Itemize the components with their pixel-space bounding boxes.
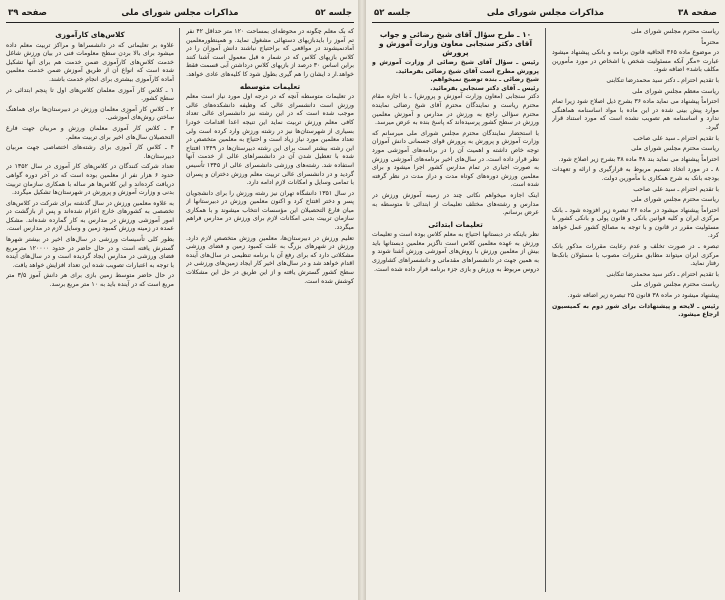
paragraph: ۲ ـ کلاس کار آموزی معلمان ورزش در دبیرستان‌ها برای هماهنگ ساختن روش‌های آموزشی. xyxy=(6,105,174,122)
item-title: ۱۰ ـ طرح سؤال آقای شیخ رضائی و جواب آقای دکتر سنجابی معاون وزارت آموزش و پرورش xyxy=(379,30,532,57)
paragraph: با تقدیم احترام ـ سید علی صاحب xyxy=(633,134,719,142)
paragraph: احتراماً پیشنهاد میشود در ماده ۲۶ تبصره زیر افزوده شود ـ بانک مرکزی ایران و کلیه قوانین بانکی و قانون پولی و بانکی کشور با مسئولیت مقرر در قانون و با توجه به مصالح کشور عمل خواهد کرد. xyxy=(552,206,719,240)
paragraph: احتراماً پیشنهاد می نماید ماده ۳۶ بشرح ذیل اصلاح شود زیرا تمام موارد پیش بینی شده در این ماده با مواد اساسنامه هماهنگی ندارد و اساسنامه هم تصویب نشده است که مورد استناد قرار گیرد. xyxy=(552,98,719,131)
left-page-session: جلسه ۵۲ xyxy=(315,8,352,18)
column-divider xyxy=(545,28,546,592)
paragraph: نظر باینکه در دبستانها احتیاج به معلم کلاس بوده است و تعلیمات ورزش به عهده معلمین کلاس است ناگزیر معلمین دبستانها باید بیش از معلمین ورزش با روش‌های آموزشی ورزش آشنا شوند و به همین جهت در دانشسراهای مقدماتی و دانشسراهای کشاورزی دروس مربوط به ورزش و بازی جزء برنامه قرار داده شده است. xyxy=(372,231,539,273)
paragraph: ریاست معظم مجلس شورای ملی xyxy=(632,87,719,95)
speaker-paragraph: شیخ رضائی ـ بنده توضیح نمیخواهم. xyxy=(430,76,539,84)
right-page-session: جلسه ۵۲ xyxy=(374,8,411,18)
paragraph: احتراماً پیشنهاد می نماید بند ۳۸ ماده ۳۸ بشرح زیر اصلاح شود. xyxy=(558,155,719,163)
right-page-header xyxy=(372,6,719,23)
left-page xyxy=(0,0,360,600)
paragraph: با استحضار نمایندگان محترم مجلس شورای ملی میرسانم که وزارت آموزش و پرورش به پرورش قوای جسمانی دانش آموزان توجه خاص داشته و اهمیت آن را در برنامه‌های آموزشی مورد نظر قرار داده است. در سال‌های اخیر برنامه‌های آموزشی ورزش به صورت اجباری در تمام مدارس کشور اجرا میشود و برای معلمین ورزش دوره‌های کوتاه مدت و دراز مدت در نظر گرفته شده است. xyxy=(372,129,539,189)
section-heading: تعلیمات ابتدائی xyxy=(428,219,483,229)
right-page-number: صفحه ۳۸ xyxy=(678,8,717,18)
left-page-number: صفحه ۳۹ xyxy=(8,8,47,18)
paragraph: ریاست محترم مجلس شورای ملی xyxy=(631,196,719,204)
paragraph: در تعلیمات متوسطه آنچه که در درجه اول مورد نیاز است معلم ورزش است دانشسرای عالی که وظیفه دانشکده‌های عالی موجب شده است که در این رشته نیز دانشسرای عالی تعداد کافی معلم ورزش تربیت نماید این تنیجه اعدا اقدامات خودرا بسیاری از شهرستان‌ها نیز در رشته ورزش وارد کرده است ولی تعداد معلمین مورد نیاز زیاد است و احتیاج به معلمین متخصص در این رشته بیشتر است برای این رشته دبیرستان‌ها در ۱۳۴۹ افتتاح شده با تعطیل شدن آن در دانشسراهای عالی از خدمت آنها استفاده شد. رشته‌های ورزشی دانشسرای عالی از ۱۳۴۵ تأسیس گردید و در دانشسرای عالی تربیت معلم ورزش دختران و پسران با تمامی وسایل و امکانات لازم ادامه دارد. xyxy=(186,93,354,187)
right-page-title: مذاکرات مجلس شورای ملی xyxy=(486,8,605,18)
right-page-right-column xyxy=(552,28,719,594)
left-page-left-column xyxy=(6,28,174,594)
paragraph: ۸ ـ در مورد اتخاذ تصمیم مربوط به قرارگیری و ارائه و تعهدات بودجه بانک به شرح همکاری با مأمورین دولت. xyxy=(552,166,719,182)
paragraph: اینک اجازه میخواهم نکاتی چند در زمینه آموزش ورزش در مدارس و رشته‌های مختلف تعلیمات از ابتدائی تا متوسطه به عرض برسانم. xyxy=(372,191,539,217)
paragraph: با تقدیم احترام ـ دکتر سید محمدرضا تنکابنی xyxy=(606,270,719,278)
paragraph: ۳ ـ کلاس کار آموزی معلمان ورزش و مربیان جهت فارغ التحصیلان سال‌های اخیر برای تربیت معلم. xyxy=(6,124,174,141)
left-page-header xyxy=(6,6,354,23)
speaker-paragraph: رئیس ـ سؤال آقای شیخ رضائی از وزارت آموزش و پرورش مطرح است آقای شیخ رضائی بفرمائید. xyxy=(372,59,539,75)
paragraph: به علاوه معلمین ورزش در سال گذشته برای شرکت در کلاس‌های تخصصی به کشورهای خارج اعزام شده‌اند و پس از بازگشت در امور آموزشی ورزش در مدارس به کار گمارده شده‌اند. مشکل عمده در زمینه ورزش کمبود زمین و وسایل لازم در مدارس است. xyxy=(6,199,174,233)
paragraph: پیشنهاد میشود در ماده ۳۸ قانون ۲۵ تبصره زیر اضافه شود. xyxy=(567,292,719,300)
paragraph: با تقدیم احترام ـ سید علی صاحب xyxy=(633,185,719,193)
paragraph: تعلیم ورزش در دبیرستان‌ها، معلمین ورزش متخصص لازم دارد. ورزش در شهرهای بزرگ به علت کمبود زمین و فضای ورزشی مشکلاتی دارد که برای رفع آن با برنامه تنظیمی در سال‌های آینده اقدام خواهد شد و در سال‌های اخیر کار ایجاد زمین‌های ورزشی در سطح کشور گسترش یافته و از این طریق در حل این مشکلات کوشش شده است. xyxy=(186,234,354,285)
paragraph: دکتر سنجابی (معاون وزارت آموزش و پرورش) ـ با اجازه مقام محترم ریاست و نمایندگان محترم آقای شیخ رضائی نماینده محترم سؤالی راجع به ورزش در مدارس و آموزش معلمین ورزش در سطح کشور پرسیده‌اند که پاسخ بنده به عرض میرسد. xyxy=(372,93,539,127)
paragraph: ریاست محترم مجلس شورای ملی xyxy=(631,281,719,289)
paragraph: ۴ ـ کلاس کار آموزی برای رشته‌های اختصاصی جهت مربیان دبیرستان‌ها. xyxy=(6,144,174,160)
paragraph: بطور کلی تأسیسات ورزشی در سال‌های اخیر در بیشتر شهرها گسترش یافته است و در حال حاضر در حدود ۱۲۰۰۰۰ مترمربع فضای ورزشی در مدارس ایجاد گردیده است و در سال‌های آینده با توجه به اعتبارات تصویب شده این تعداد افزایش خواهد یافت. xyxy=(6,236,174,269)
section-heading: کلاس‌های کارآموزی xyxy=(55,30,125,39)
paragraph: با تقدیم احترام ـ دکتر سید محمدرضا تنکابنی xyxy=(606,76,719,84)
paragraph: علاوه بر تعلیماتی که در دانشسراها و مراکز تربیت معلم داده میشود برای بالا بردن سطح معلومات فنی در بیان ورزش شاغل خدمت کلاس‌های کارآموزی ضمن خدمت هم برای آنها تشکیل شده است که انواع آن از طریق آموزش ضمن خدمت معلمین آماده کارآموزی بیشتری برای انجام خدمت باشند. xyxy=(6,41,174,83)
paragraph: تبصره ـ در صورت تخلف و عدم رعایت مقررات مذکور بانک مرکزی ایران میتواند مطابق مقررات مصوب با مسئولان بانک‌ها رفتار نماید. xyxy=(552,243,719,268)
paragraph: محترماً xyxy=(701,38,719,46)
paragraph: در موضوع ماده ۳۶۵ الحاقیه قانون برنامه و بانکی پیشنهاد میشود عبارت «مگر آنکه مسئولیت شخص یا اشخاص در مورد مأمورین مکلف باشد» اضافه شود. xyxy=(552,49,719,74)
paragraph: ۱ ـ کلاس کار آموزی معلمان کلاس‌های اول تا پنجم ابتدائی در سطح کشور. xyxy=(6,86,174,103)
right-page xyxy=(366,0,725,600)
left-page-right-column xyxy=(186,28,354,594)
right-page-left-column xyxy=(372,28,539,594)
left-page-title: مذاکرات مجلس شورای ملی xyxy=(121,8,239,18)
paragraph: ریاست محترم مجلس شورای ملی xyxy=(631,145,719,153)
paragraph: در حال حاضر متوسط زمین بازی برای هر دانش آموز ۳/۵ متر مربع است که در آینده باید به ۱۰ متر مربع برسد. xyxy=(6,272,174,289)
speaker-paragraph: رئیس ـ لایحه و پیشنهادات برای شور دوم به کمیسیون ارجاع میشود. xyxy=(552,302,719,319)
paragraph: تعداد شرکت کنندگان در کلاس‌های کار آموزی در سال ۱۳۵۲ در حدود ۶ هزار نفر از معلمین بوده است که در آخر دوره گواهی دریافت کرده‌اند و این کلاس‌ها هر ساله با همکاری سازمان تربیت بدنی و وزارت آموزش و پرورش در شهرستان‌ها تشکیل میگردد. xyxy=(6,163,174,197)
paragraph: ریاست محترم مجلس شورای ملی xyxy=(631,28,719,35)
paragraph: که بک معلم چگونه در محوطه‌ای بمساحت ۱۲۰ متر حداقل ۴۲ نفر تم آموز را بایدبازیهای دستهائی مشغول نماید. و همینطورمعلمین آمادنمیشوند در مواقعی که براحتیاج نباشند دانش آموزان را در کلاس بازیهای کلاس که در شمار ه قبل معمول است آشنا کنند براین اساس ۳۰ درصد از بازیهای کلاس درداشتن آبی قسمت فقط خواهد.ار د ایشان را هم گیری بطول شود کا کلیه‌های عادی خواهد. xyxy=(186,28,354,78)
section-heading: تعلیمات متوسطه xyxy=(239,81,301,91)
paragraph: در سال ۱۳۵۱ دانشگاه تهران نیز رشته ورزش را برای دانشجویان پسر و دختر افتتاح کرد و اکنون معلمین ورزش در دبیرستانها از میان فارغ التحصیلان این مؤسسات انتخاب میشوند و با همکاری سازمان تربیت بدنی امکانات لازم برای ورزش در مدارس فراهم میگردد. xyxy=(186,189,354,232)
column-divider xyxy=(179,28,180,592)
speaker-paragraph: رئیس ـ آقای دکتر سنجابی بفرمائید. xyxy=(430,84,539,92)
